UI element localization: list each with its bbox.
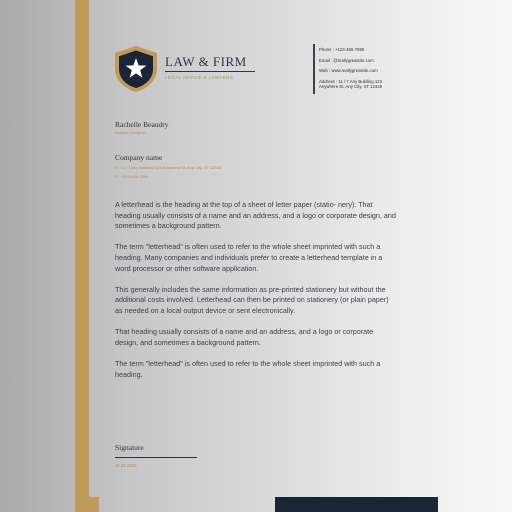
company-phone: P : +123-456-7890 [115,174,149,179]
body-paragraph: That heading usually consists of a name and an address, and a logo or corporate design, and sometimes a background pattern. [115,327,374,347]
firm-tagline: LEGAL ADVICE & LAWYERS [165,75,234,80]
left-accent-bar [75,0,89,512]
contact-info [319,45,382,93]
contact-phone: Phone : +123-456-7890 [319,47,365,52]
recipient-name: Rachelle Beaudry [115,120,169,129]
contact-address-line1: Address : 11 / 7 Any Building 123 [319,78,382,84]
bottom-accent-tab [75,497,99,512]
letter-body [115,200,398,391]
shield-star-icon [114,45,158,93]
signature-line [115,457,197,458]
body-paragraph: The term "letterhead" is often used to refer to the whole sheet imprinted with such a heading. [115,358,381,379]
body-paragraph: The term "letterhead" is often used to refer to the whole sheet imprinted with such a heading. Many companies and individuals prefer to create a letterhead template in a word processor or other software application. [115,242,383,273]
contact-address-line2: Anywhere St. Any City, ST 12345 [319,84,383,89]
company-name-label: Company name [115,153,163,162]
company-address: A : 11 / 7 Any Building 123 Anywhere St. Any City, ST 12345 [115,165,222,170]
footer-block [275,497,438,512]
body-paragraph: This generally includes the same information as pre-printed stationery but without the additional costs involved. Letterhead can then be printed on stationery (or plain paper) as needed on a local output device or sent electronically. [115,284,389,315]
signature-date: 10.21.2022 [115,463,137,468]
body-paragraph: A letterhead is the heading at the top of a sheet of letter paper (statio- nery). That heading usually consists of a name and an address, and a logo or corporate design, and sometimes a background pattern. [115,200,396,231]
signature-label: Signature [115,443,144,452]
recipient-title: Graphic Designer [115,130,147,135]
contact-divider [313,44,315,94]
firm-name: LAW & FIRM [165,54,247,69]
contact-email: Email : @reallygreatsite.com [319,57,374,63]
firm-name-underline [165,71,255,72]
contact-web: Web : www.reallygreatsite.com [319,68,378,73]
